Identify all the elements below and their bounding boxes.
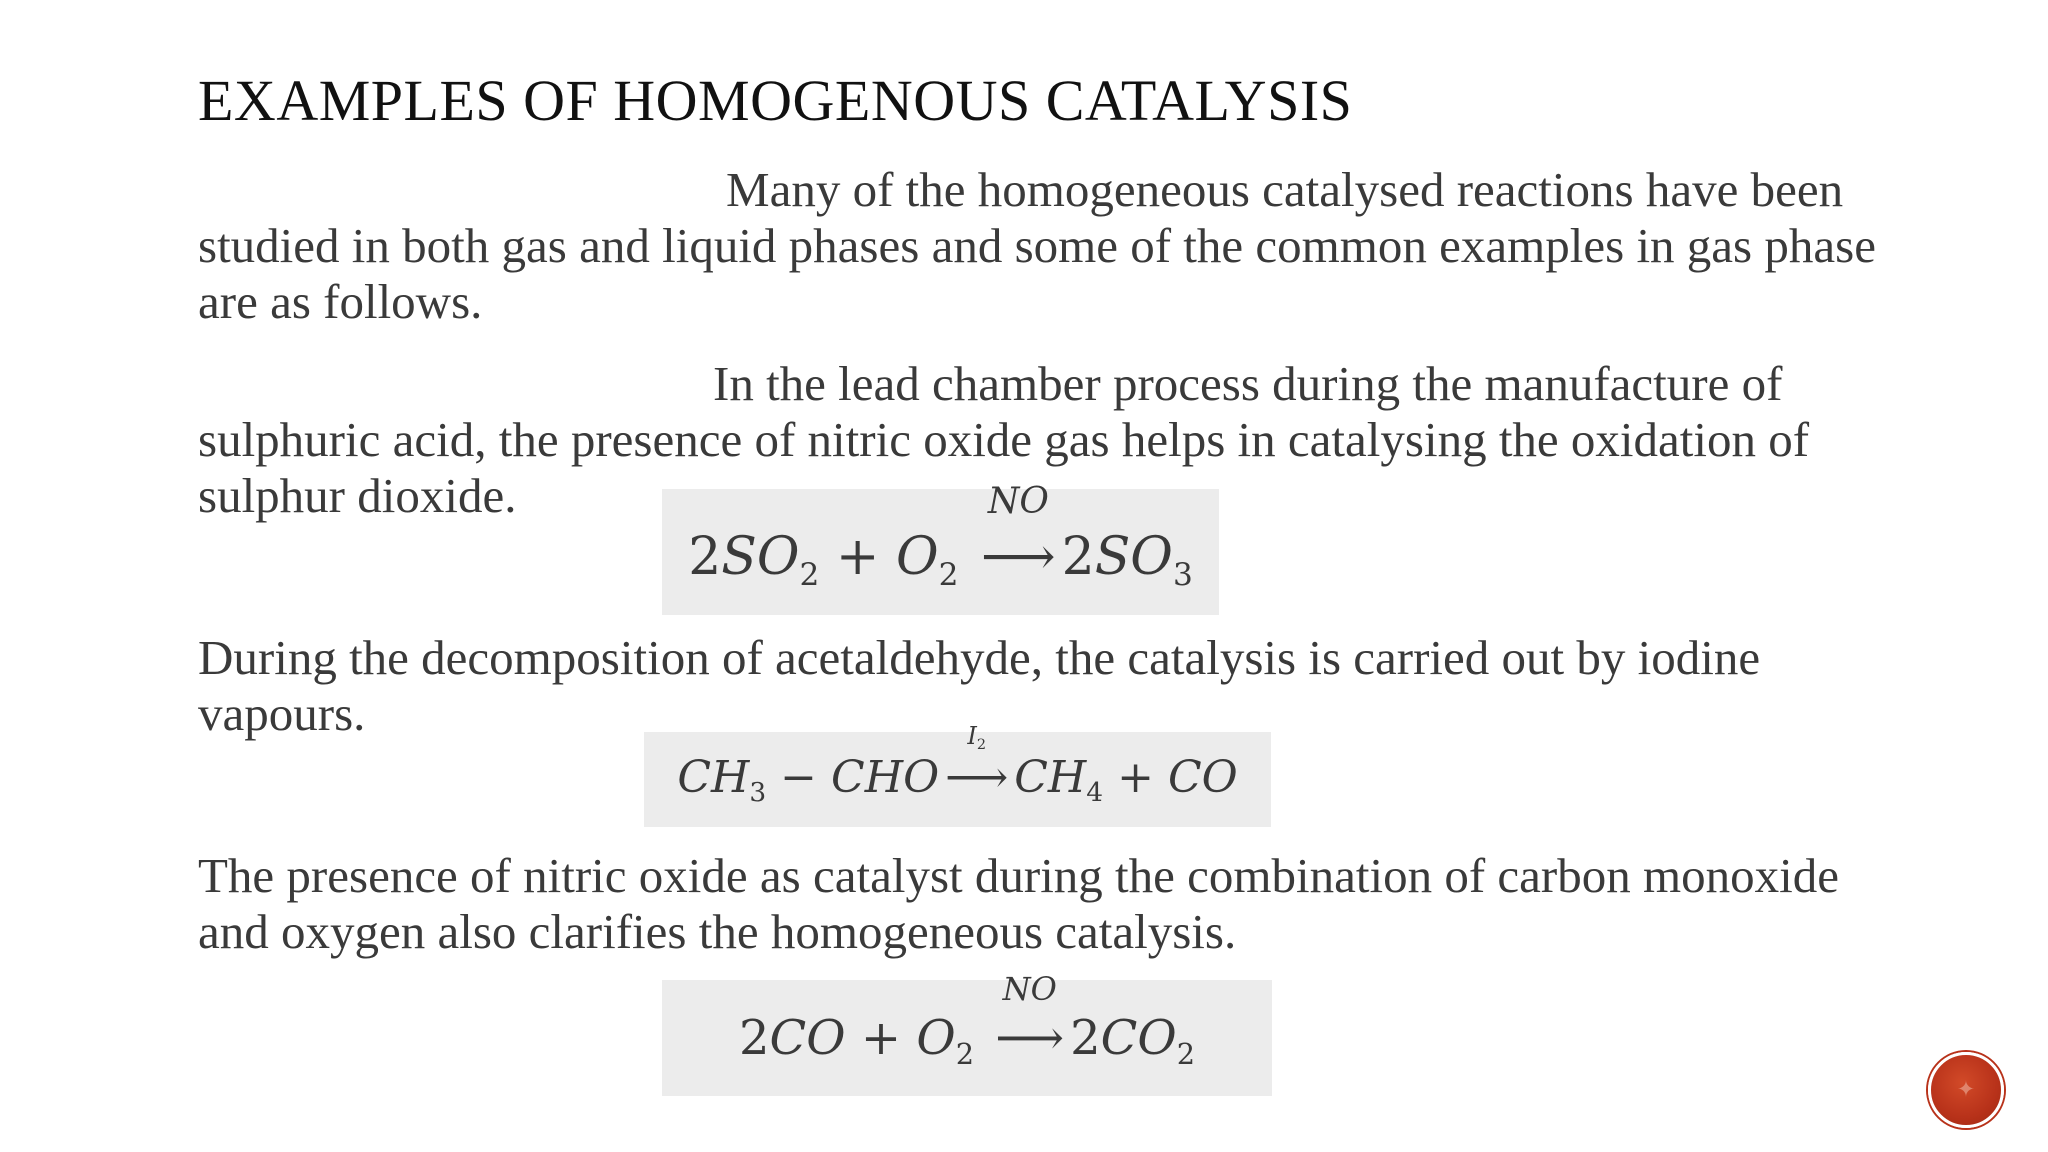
catalyst-label: NO <box>1002 970 1057 1008</box>
equation-line <box>644 722 1271 809</box>
paragraph-carbon-monoxide <box>198 848 1878 960</box>
subscript: 4 <box>1086 777 1104 809</box>
formula-symbol: O <box>916 1010 956 1066</box>
formula-symbol: CO <box>769 1010 846 1066</box>
subscript: 2 <box>1176 1037 1196 1072</box>
coefficient: 2 <box>738 1010 770 1066</box>
equation-line <box>662 970 1272 1072</box>
paragraph-acetaldehyde-text: During the decomposition of acetaldehyde, the catalysis is carried out by iodine vapours. <box>198 630 1761 741</box>
formula-symbol: CH <box>677 752 750 803</box>
paragraph-intro-text: Many of the homogeneous catalysed reactions have been studied in both gas and liquid phases and some of the common examples in gas phase are as follows. <box>198 162 1876 329</box>
formula-symbol: O <box>896 527 939 587</box>
slide-title: EXAMPLES OF HOMOGENOUS CATALYSIS <box>198 68 1353 133</box>
formula-symbol: SO <box>1094 527 1173 587</box>
paragraph-lead-chamber-text: In the lead chamber process during the manufacture of sulphuric acid, the presence of nitric oxide gas helps in catalysing the oxidation of sulphur dioxide. <box>198 356 1810 523</box>
subscript: 2 <box>799 556 820 593</box>
subscript: 3 <box>749 777 767 809</box>
coefficient: 2 <box>688 527 722 587</box>
formula-symbol: CO <box>1100 1010 1177 1066</box>
subscript: 2 <box>976 737 986 754</box>
formula-symbol: CO <box>1167 752 1238 803</box>
arrow-icon: ⟶ <box>945 752 1009 803</box>
equation-acetaldehyde-decomposition <box>644 722 1271 827</box>
equation-sulphur-dioxide-oxidation <box>662 481 1219 615</box>
slide-nav-button[interactable] <box>1928 1052 2004 1128</box>
catalyst-symbol: I <box>967 722 977 750</box>
arrow-icon: ⟶ <box>995 1010 1065 1066</box>
subscript: 2 <box>938 556 959 593</box>
reaction-arrow <box>939 722 1014 803</box>
minus-sign: − <box>780 752 818 803</box>
paragraph-intro <box>198 162 1878 330</box>
arrow-icon: ⟶ <box>981 527 1056 587</box>
subscript: 3 <box>1172 556 1193 593</box>
plus-sign: + <box>860 1010 902 1066</box>
coefficient: 2 <box>1070 1010 1101 1066</box>
catalyst-label <box>939 722 1014 753</box>
plus-sign: + <box>1117 752 1154 803</box>
reaction-arrow <box>975 481 1062 587</box>
paragraph-acetaldehyde <box>198 630 1878 742</box>
plus-sign: + <box>835 527 880 587</box>
equation-carbon-monoxide-oxidation <box>662 970 1272 1096</box>
formula-symbol: SO <box>721 527 800 587</box>
reaction-arrow <box>989 970 1070 1066</box>
subscript: 2 <box>955 1037 975 1072</box>
coefficient: 2 <box>1061 527 1095 587</box>
formula-symbol: CHO <box>831 752 940 803</box>
catalyst-label: NO <box>987 481 1049 522</box>
paragraph-carbon-monoxide-text: The presence of nitric oxide as catalyst during the combination of carbon monoxide and oxygen also clarifies the homogeneous catalysis. <box>198 848 1839 959</box>
navigation-icon: ✦ <box>1956 1077 1976 1103</box>
formula-symbol: CH <box>1014 752 1087 803</box>
equation-line <box>662 481 1219 593</box>
